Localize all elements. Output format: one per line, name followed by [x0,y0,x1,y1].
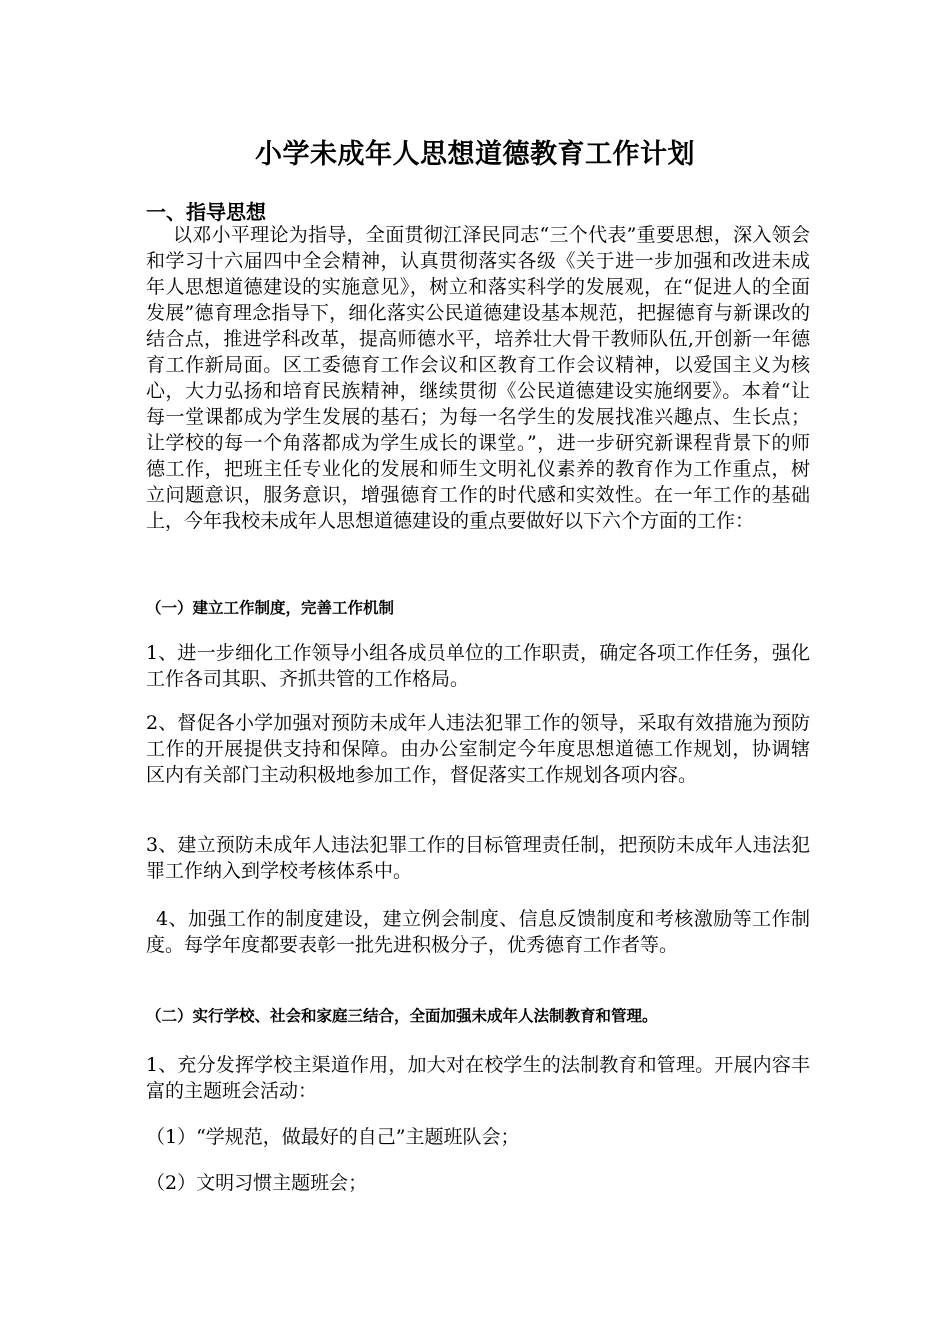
section-body-guiding-ideology: 以邓小平理论为指导，全面贯彻江泽民同志“三个代表”重要思想，深入领会和学习十六届四中全会精神，认真贯彻落实各级《关于进一步加强和改进未成年人思想道德建设的实施意见》，树立和落实科学的发展观，在“促进人的全面发展”德育理念指导下，细化落实公民道德建设基本规范，把握德育与新课改的结合点，推进学科改革，提高师德水平，培养壮大骨干教师队伍,开创新一年德育工作新局面。区工委德育工作会议和区教育工作会议精神，以爱国主义为核心，大力弘扬和培育民族精神，继续贯彻《公民道德建设实施纲要》。本着“让每一堂课都成为学生发展的基石；为每一名学生的发展找准兴趣点、生长点；让学校的每一个角落都成为学生成长的课堂。”，进一步研究新课程背景下的师德工作，把班主任专业化的发展和师生文明礼仪素养的教育作为工作重点，树立问题意识，服务意识，增强德育工作的时代感和实效性。在一年工作的基础上，今年我校未成年人思想道德建设的重点要做好以下六个方面的工作： [146,224,810,532]
subsection-heading-work-system: （一）建立工作制度，完善工作机制 [146,599,395,617]
list-item: （2）文明习惯主题班会； [146,1172,368,1194]
list-item: 1、充分发挥学校主渠道作用，加大对在校学生的法制教育和管理。开展内容丰富的主题班会活动： [146,1054,810,1102]
list-item: （1）“学规范，做最好的自己”主题班队会； [146,1126,520,1148]
list-item: 4、加强工作的制度建设，建立例会制度、信息反馈制度和考核激励等工作制度。每学年度都要表彰一批先进积极分子，优秀德育工作者等。 [146,908,810,956]
document-title: 小学未成年人思想道德教育工作计划 [255,139,695,170]
section-heading-guiding-ideology: 一、指导思想 [146,200,266,224]
subsection-heading-three-combination: （二）实行学校、社会和家庭三结合，全面加强未成年人法制教育和管理。 [146,1007,658,1025]
list-item: 3、建立预防未成年人违法犯罪工作的目标管理责任制，把预防未成年人违法犯罪工作纳入到学校考核体系中。 [146,834,810,882]
list-item: 1、进一步细化工作领导小组各成员单位的工作职责，确定各项工作任务，强化工作各司其职、齐抓共管的工作格局。 [146,642,810,690]
list-item: 2、督促各小学加强对预防未成年人违法犯罪工作的领导，采取有效措施为预防工作的开展提供支持和保障。由办公室制定今年度思想道德工作规划，协调辖区内有关部门主动积极地参加工作，督促落实工作规划各项内容。 [146,712,810,786]
